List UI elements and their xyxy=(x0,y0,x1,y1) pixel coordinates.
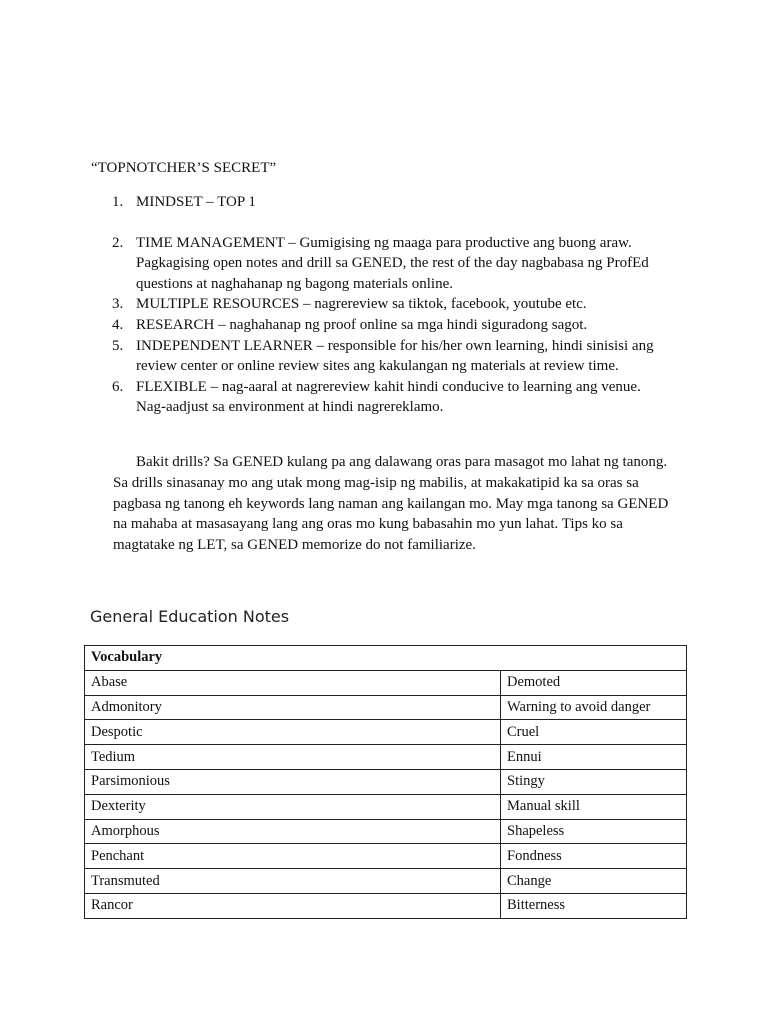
vocab-term: Dexterity xyxy=(85,794,501,819)
table-row xyxy=(85,670,687,695)
table-row xyxy=(85,745,687,770)
table-row xyxy=(85,794,687,819)
vocab-term: Abase xyxy=(85,670,501,695)
vocab-meaning: Cruel xyxy=(501,720,687,745)
vocab-meaning: Stingy xyxy=(501,769,687,794)
list-item-text: MULTIPLE RESOURCES – nagrereview sa tiktok, facebook, youtube etc. xyxy=(136,296,587,313)
table-header-row xyxy=(85,646,687,671)
vocab-term: Parsimonious xyxy=(85,769,501,794)
list-item-text: MINDSET – TOP 1 xyxy=(136,194,256,210)
table-header: Vocabulary xyxy=(85,646,687,671)
list-item xyxy=(0,192,656,213)
list-item xyxy=(0,315,656,336)
vocab-term: Despotic xyxy=(85,720,501,745)
vocab-term: Amorphous xyxy=(85,819,501,844)
section-heading: General Education Notes xyxy=(90,607,290,626)
list-item-number: 2. xyxy=(112,234,124,251)
list-item-text: TIME MANAGEMENT – Gumigising ng maaga para productive ang buong araw. Pagkagising open notes and drill sa GENED, the rest of the day nagbabasa ng ProfEd questions at naghahanap ng bagong materials online. xyxy=(136,234,649,292)
list-item-number: 4. xyxy=(112,316,124,333)
table-row xyxy=(85,893,687,918)
vocabulary-table xyxy=(84,645,687,919)
vocab-term: Admonitory xyxy=(85,695,501,720)
list-item xyxy=(0,233,656,295)
table-row xyxy=(85,869,687,894)
vocab-meaning: Demoted xyxy=(501,670,687,695)
vocab-term: Tedium xyxy=(85,745,501,770)
vocab-term: Transmuted xyxy=(85,869,501,894)
list-item xyxy=(0,377,656,418)
table-row xyxy=(85,695,687,720)
vocab-meaning: Bitterness xyxy=(501,893,687,918)
list-item xyxy=(0,336,656,377)
list-item-text: RESEARCH – naghahanap ng proof online sa mga hindi siguradong sagot. xyxy=(136,316,588,333)
drills-paragraph: Bakit drills? Sa GENED kulang pa ang dalawang oras para masagot mo lahat ng tanong. Sa drills sinasanay mo ang utak mong mag-isip ng mabilis, at makakatipid ka sa oras sa pagbasa ng tanong eh keywords lang naman ang kailangan mo. May mga tanong sa GENED na mahaba at masasayang lang ang oras mo kung babasahin mo yun lahat. Tips ko sa magtatake ng LET, sa GENED memorize do not familiarize. xyxy=(113,454,669,554)
vocab-meaning: Warning to avoid danger xyxy=(501,695,687,720)
list-item-text: FLEXIBLE – nag-aaral at nagrereview kahit hindi conducive to learning ang venue. Nag-aadjust sa environment at hindi nagrereklamo. xyxy=(136,378,641,416)
vocab-meaning: Fondness xyxy=(501,844,687,869)
table-row xyxy=(85,819,687,844)
list-item-text: INDEPENDENT LEARNER – responsible for his/her own learning, hindi sinisisi ang review center or online review sites ang kakulangan ng materials at review time. xyxy=(136,337,654,375)
table-row xyxy=(85,720,687,745)
secrets-list xyxy=(0,192,768,418)
vocab-term: Rancor xyxy=(85,893,501,918)
vocab-meaning: Ennui xyxy=(501,745,687,770)
table-row xyxy=(85,844,687,869)
table-row xyxy=(85,769,687,794)
list-item-number: 3. xyxy=(112,296,124,313)
list-item-number: 1. xyxy=(112,194,124,210)
list-item-number: 5. xyxy=(112,337,124,354)
vocab-meaning: Shapeless xyxy=(501,819,687,844)
vocab-meaning: Manual skill xyxy=(501,794,687,819)
vocab-meaning: Change xyxy=(501,869,687,894)
document-title: “TOPNOTCHER’S SECRET” xyxy=(91,160,277,176)
list-item xyxy=(0,294,656,315)
list-item-number: 6. xyxy=(112,378,124,395)
vocab-term: Penchant xyxy=(85,844,501,869)
